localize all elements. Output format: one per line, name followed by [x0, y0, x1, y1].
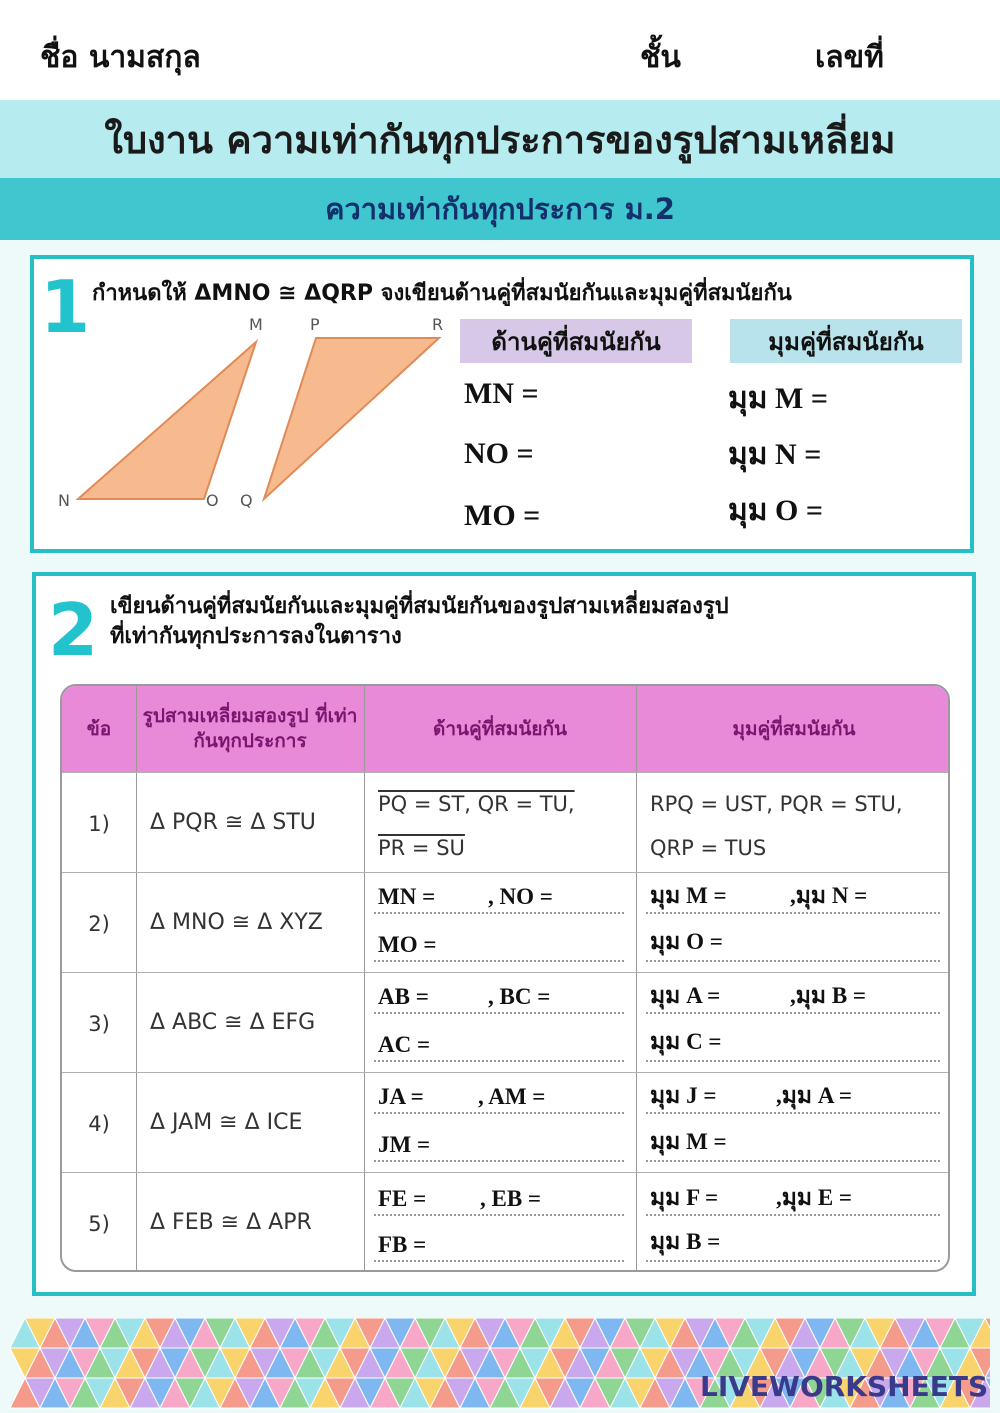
- liveworksheets-logo: LIVEWORKSHEETS: [700, 1370, 989, 1403]
- row-triangles: Δ MNO ≅ Δ XYZ: [150, 910, 323, 935]
- angle-answer[interactable]: ,มุม A =: [776, 1083, 853, 1108]
- example-angles-line1: RPQ = UST, PQR = STU,: [650, 792, 903, 816]
- row-triangles: Δ JAM ≅ Δ ICE: [150, 1110, 303, 1135]
- side-answer[interactable]: , BC =: [488, 984, 551, 1009]
- angle-n-answer[interactable]: มุม N =: [728, 438, 822, 471]
- row-triangles: Δ FEB ≅ Δ APR: [150, 1210, 312, 1235]
- row-divider: [62, 972, 950, 973]
- angle-o-answer[interactable]: มุม O =: [728, 494, 823, 527]
- col-divider: [636, 686, 637, 1272]
- vertex-n: N: [58, 491, 70, 510]
- side-mn-answer[interactable]: MN =: [464, 377, 539, 410]
- row-number: 5): [88, 1212, 110, 1236]
- angle-answer[interactable]: ,มุม B =: [790, 983, 867, 1008]
- angle-answer[interactable]: มุม F =: [650, 1185, 719, 1210]
- vertex-r: R: [432, 315, 444, 334]
- page-title: ใบงาน ความเท่ากันทุกประการของรูปสามเหลี่ยม: [104, 117, 896, 162]
- answer-line: [374, 1214, 624, 1216]
- angle-answer[interactable]: มุม J =: [650, 1083, 717, 1108]
- answer-line: [646, 960, 940, 962]
- header-no: ข้อ: [86, 717, 112, 740]
- row-number: 1): [88, 812, 110, 836]
- triangle-pqr: [264, 338, 439, 499]
- side-answer[interactable]: MO =: [378, 932, 437, 957]
- col-divider: [136, 686, 137, 1272]
- answer-line: [646, 1112, 940, 1114]
- side-answer[interactable]: AC =: [378, 1032, 431, 1057]
- side-answer[interactable]: FB =: [378, 1232, 427, 1257]
- vertex-q: Q: [240, 491, 253, 510]
- example-angles-line2: QRP = TUS: [650, 836, 767, 860]
- answer-line: [646, 1012, 940, 1014]
- answer-line: [374, 1060, 624, 1062]
- angle-m-answer[interactable]: มุม M =: [728, 382, 828, 415]
- answer-line: [374, 1160, 624, 1162]
- question-1-prompt: กำหนดให้ ΔMNO ≅ ΔQRP จงเขียนด้านคู่ที่สมนัยกันและมุมคู่ที่สมนัยกัน: [92, 281, 792, 306]
- answer-line: [374, 960, 624, 962]
- question-2-box: [32, 572, 976, 1296]
- answer-line: [374, 1012, 624, 1014]
- row-divider: [62, 1172, 950, 1173]
- question-1-number: 1: [40, 265, 91, 349]
- vertex-m: M: [249, 315, 263, 334]
- example-sides-line1: PQ = ST, QR = TU,: [378, 792, 575, 816]
- angle-answer[interactable]: มุม M =: [650, 883, 727, 908]
- header-sides: ด้านคู่ที่สมนัยกัน: [433, 717, 567, 740]
- question-2-prompt-line1: เขียนด้านคู่ที่สมนัยกันและมุมคู่ที่สมนัยกันของรูปสามเหลี่ยมสองรูป: [110, 594, 729, 619]
- angle-answer[interactable]: มุม O =: [650, 929, 723, 954]
- question-2-prompt: [110, 592, 950, 651]
- answer-line: [646, 1260, 940, 1262]
- side-no-answer[interactable]: NO =: [464, 437, 534, 470]
- answer-line: [646, 912, 940, 914]
- answer-line: [374, 1260, 624, 1262]
- congruence-table: [60, 684, 950, 1272]
- header: [0, 0, 1000, 100]
- answer-line: [374, 912, 624, 914]
- row-divider: [62, 1072, 950, 1073]
- row-number: 2): [88, 912, 110, 936]
- vertex-p: P: [310, 315, 320, 334]
- name-label: ชื่อ นามสกุล: [40, 40, 201, 75]
- row-divider: [62, 872, 950, 873]
- side-answer[interactable]: AB =: [378, 984, 429, 1009]
- vertex-o: O: [206, 491, 219, 510]
- side-answer[interactable]: , AM =: [478, 1084, 546, 1109]
- class-label: ชั้น: [640, 40, 681, 75]
- question-2-number: 2: [48, 588, 99, 672]
- question-2-prompt-line2: ที่เท่ากันทุกประการลงในตาราง: [110, 623, 402, 649]
- side-mo-answer[interactable]: MO =: [464, 499, 541, 532]
- header-angles: มุมคู่ที่สมนัยกัน: [732, 717, 856, 740]
- header-triangles: รูปสามเหลี่ยมสองรูป ที่เท่ากันทุกประการ: [142, 705, 358, 752]
- subtitle-band: [0, 178, 1000, 240]
- angle-answer[interactable]: ,มุม N =: [790, 883, 868, 908]
- triangle-mno: [78, 342, 256, 499]
- row-number: 4): [88, 1112, 110, 1136]
- question-1-box: [30, 255, 974, 553]
- side-answer[interactable]: MN =: [378, 884, 436, 909]
- row-triangles: Δ ABC ≅ Δ EFG: [150, 1010, 316, 1035]
- answer-line: [646, 1160, 940, 1162]
- row-divider: [62, 772, 950, 773]
- angle-answer[interactable]: มุม M =: [650, 1129, 727, 1154]
- answer-line: [374, 1112, 624, 1114]
- angle-answer[interactable]: มุม A =: [650, 983, 721, 1008]
- sides-header: ด้านคู่ที่สมนัยกัน: [460, 319, 692, 363]
- example-sides-line2: PR = SU: [378, 836, 465, 860]
- page-subtitle: ความเท่ากันทุกประการ ม.2: [325, 192, 675, 226]
- answer-line: [646, 1060, 940, 1062]
- angles-header: มุมคู่ที่สมนัยกัน: [730, 319, 962, 363]
- side-answer[interactable]: , NO =: [488, 884, 553, 909]
- angle-answer[interactable]: ,มุม E =: [776, 1185, 853, 1210]
- triangles-figure: [54, 314, 474, 514]
- angle-answer[interactable]: มุม B =: [650, 1229, 721, 1254]
- side-answer[interactable]: JM =: [378, 1132, 431, 1157]
- row-number: 3): [88, 1012, 110, 1036]
- title-band: [0, 100, 1000, 178]
- angle-answer[interactable]: มุม C =: [650, 1029, 722, 1054]
- col-divider: [364, 686, 365, 1272]
- side-answer[interactable]: JA =: [378, 1084, 424, 1109]
- side-answer[interactable]: FE =: [378, 1186, 427, 1211]
- row-triangles: Δ PQR ≅ Δ STU: [150, 810, 316, 835]
- answer-line: [646, 1214, 940, 1216]
- number-label: เลขที่: [815, 40, 884, 75]
- table-header: [62, 686, 950, 772]
- side-answer[interactable]: , EB =: [480, 1186, 542, 1211]
